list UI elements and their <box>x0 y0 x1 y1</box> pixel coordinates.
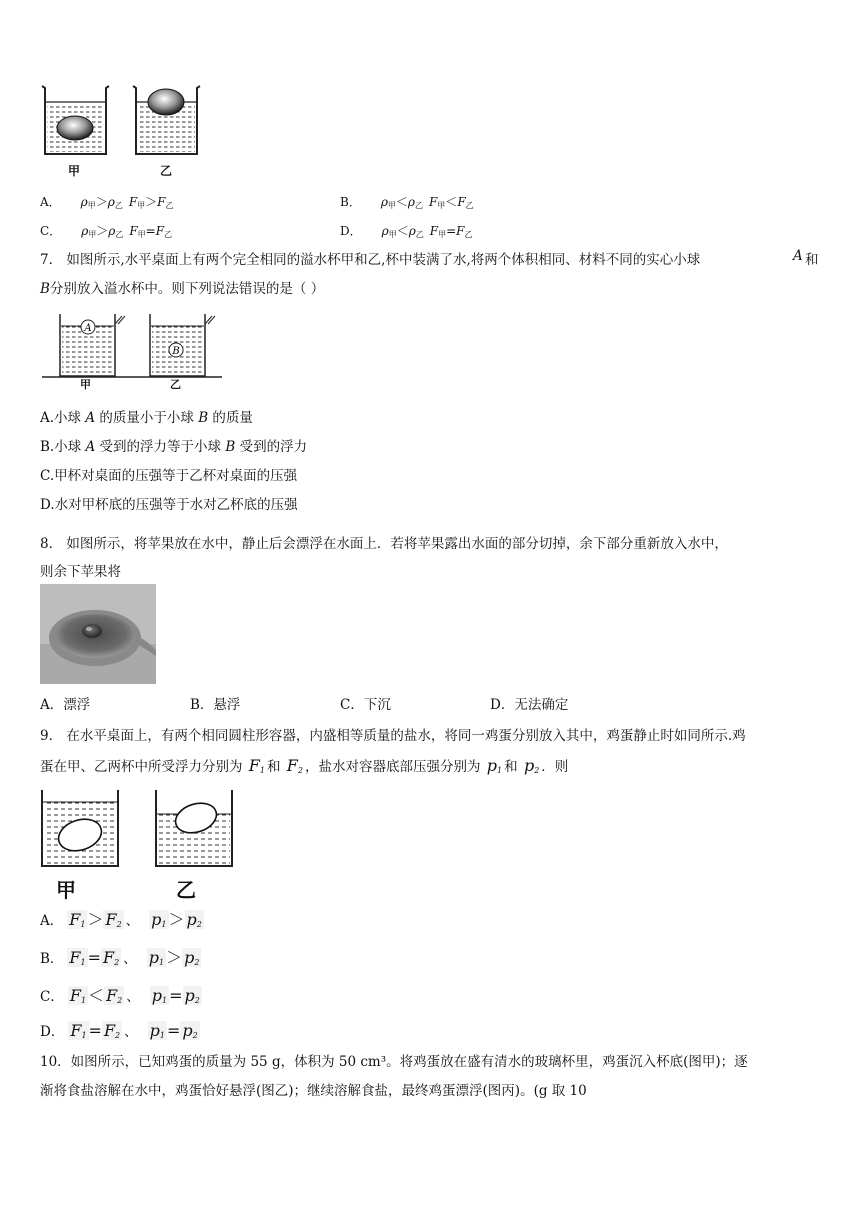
q6-opt-rho2: ρ <box>407 195 415 209</box>
q6-opt-key: D． <box>340 224 362 238</box>
q7-option-d[interactable] <box>40 493 298 513</box>
q9-label-jia: 甲 <box>56 878 76 902</box>
q7-figure <box>42 310 227 388</box>
q7-label-yi: 乙 <box>170 378 181 391</box>
q9-label-yi: 乙 <box>176 878 196 902</box>
q6-label-jia: 甲 <box>68 164 81 178</box>
q7-label-jia: 甲 <box>80 378 91 391</box>
q6-opt-rel2: ＜ <box>445 195 458 209</box>
q7-opt-var2: B <box>225 439 236 455</box>
beaker-yi <box>133 86 200 154</box>
q9-opt-rel1: ＞ <box>87 910 104 929</box>
q9-opt-F: $F_1$ <box>69 948 86 967</box>
q6-opt-s2: 乙 <box>114 201 123 210</box>
q9-option-d[interactable] <box>40 1020 200 1040</box>
q8-apple-photo <box>40 584 156 684</box>
q7-opt-pre: D.水对甲杯底的压强等于水对乙杯底的压强 <box>40 497 298 513</box>
q9-line2-mid1: 和 <box>267 759 281 775</box>
q9-opt-F: $F_1$ <box>69 986 87 1005</box>
q6-opt-s1: 甲 <box>87 201 96 210</box>
q6-opt-rel1: ＞ <box>96 224 109 238</box>
q9-option-a[interactable] <box>40 907 204 930</box>
q9-opt-F2: $F_2$ <box>105 910 122 929</box>
overflow-cup-jia <box>60 314 125 376</box>
q7-ball-a: A <box>84 323 92 334</box>
q6-opt-s2: 乙 <box>115 230 124 239</box>
q9-opt-sep: 、 <box>125 913 140 929</box>
q8-option-c[interactable]: C．下沉 <box>340 697 391 713</box>
q7-line1: 7． 如图所示,水平桌面上有两个完全相同的溢水杯甲和乙,杯中装满了水,将两个体积相同、材料不同的实心小球 <box>40 252 701 268</box>
q7-opt-var1: A <box>85 410 96 426</box>
q9-p2: $p_2$ <box>523 756 540 775</box>
q9-line2 <box>40 755 568 775</box>
q9-opt-rel2: ＞ <box>166 948 183 967</box>
overflow-cup-yi <box>150 314 215 376</box>
q6-opt-s1: 甲 <box>88 230 97 239</box>
q7-option-c[interactable] <box>40 464 297 484</box>
q6-opt-F1: F <box>428 195 438 209</box>
q7-option-a[interactable] <box>40 406 253 426</box>
q7-option-b[interactable] <box>40 435 307 455</box>
q6-option-d[interactable] <box>340 222 472 240</box>
q7-opt-pre: B.小球 <box>40 439 86 455</box>
q10-line2: 渐将食盐溶解在水中，鸡蛋恰好悬浮(图乙)；继续溶解食盐，最终鸡蛋漂浮(图丙)。(g 取 10 <box>40 1083 587 1099</box>
q6-opt-rel1: ＜ <box>396 224 409 238</box>
q7-and: 和 <box>805 252 819 268</box>
q9-F1: $F_1$ <box>248 756 265 775</box>
q6-opt-fs1: 甲 <box>437 201 446 210</box>
q8-option-b[interactable]: B．悬浮 <box>190 697 241 713</box>
q9-opt-rel1: = <box>87 948 102 967</box>
q9-opt-key: C． <box>40 989 64 1005</box>
q6-opt-s1: 甲 <box>387 201 396 210</box>
q6-option-a[interactable] <box>40 193 173 211</box>
q9-line2-pre: 蛋在甲、乙两杯中所受浮力分别为 <box>40 759 243 775</box>
q7-opt-pre: A.小球 <box>40 410 86 426</box>
q6-opt-key: A． <box>40 195 61 209</box>
beaker-jia <box>42 86 109 154</box>
q6-opt-s2: 乙 <box>415 230 424 239</box>
q9-opt-rel2: = <box>166 1021 181 1040</box>
q7-line2-text: 分别放入溢水杯中。则下列说法错误的是（ ） <box>49 281 325 297</box>
q6-opt-fs2: 乙 <box>164 230 173 239</box>
q6-figure <box>38 80 218 185</box>
q9-opt-key: A． <box>40 913 64 929</box>
q6-opt-rho1: ρ <box>80 195 88 209</box>
q6-opt-fs1: 甲 <box>438 230 447 239</box>
q7-opt-mid: 受到的浮力等于小球 <box>95 439 226 455</box>
q10-line1: 10．如图所示，已知鸡蛋的质量为 55 g，体积为 50 cm³。将鸡蛋放在盛有清水的玻璃杯里，鸡蛋沉入杯底(图甲)；逐 <box>40 1054 748 1070</box>
q7-ball-b: B <box>172 346 180 357</box>
q9-opt-sep: 、 <box>123 951 137 967</box>
q6-opt-rel1: ＞ <box>95 195 108 209</box>
q6-opt-rel2: ＞ <box>145 195 158 209</box>
q7-ball-a-var: A <box>793 248 803 264</box>
q6-opt-rho2: ρ <box>108 224 116 238</box>
q9-opt-rel2: = <box>169 986 183 1005</box>
q6-opt-fs1: 甲 <box>137 201 146 210</box>
q9-opt-p: $p_1$ <box>151 910 167 929</box>
container-yi <box>156 790 232 866</box>
q9-opt-F2: $F_2$ <box>106 986 123 1005</box>
q9-line2-mid3: 和 <box>504 759 518 775</box>
q9-option-c[interactable] <box>40 983 202 1006</box>
q6-opt-F1: F <box>429 224 439 238</box>
q6-opt-rho2: ρ <box>408 224 416 238</box>
q7-opt-post: 受到的浮力 <box>235 439 308 455</box>
q9-opt-F: $F_1$ <box>69 910 86 929</box>
q6-opt-key: C． <box>40 224 62 238</box>
q6-opt-s1: 甲 <box>388 230 397 239</box>
q9-opt-p2: $p_2$ <box>184 948 200 967</box>
q6-opt-rho1: ρ <box>381 224 389 238</box>
q7-opt-var1: A <box>85 439 96 455</box>
q6-opt-F1: F <box>128 195 138 209</box>
q7-opt-var2: B <box>198 410 209 426</box>
q6-opt-key: B． <box>340 195 361 209</box>
q9-opt-p: $p_1$ <box>149 1021 165 1040</box>
q9-F2: $F_2$ <box>286 756 303 775</box>
q9-opt-rel1: ＜ <box>88 986 105 1005</box>
q9-line2-post: ．则 <box>541 759 569 775</box>
q9-opt-p: $p_1$ <box>148 948 165 967</box>
q6-opt-F2: F <box>457 195 466 209</box>
q8-option-d[interactable]: D．无法确定 <box>490 697 569 713</box>
q9-line2-mid2: ，盐水对容器底部压强分别为 <box>305 759 481 775</box>
q9-opt-p2: $p_2$ <box>184 986 200 1005</box>
q6-opt-F2: F <box>456 224 465 238</box>
q6-opt-s2: 乙 <box>414 201 423 210</box>
q6-label-yi: 乙 <box>160 164 173 178</box>
q9-opt-key: B． <box>40 951 64 967</box>
q6-opt-F1: F <box>129 224 138 238</box>
q9-opt-sep: 、 <box>124 1024 138 1040</box>
q8-option-a[interactable]: A．漂浮 <box>40 697 91 713</box>
q6-opt-F2: F <box>157 195 166 209</box>
q6-opt-rel1: ＜ <box>395 195 408 209</box>
q6-opt-rel2: = <box>145 224 156 238</box>
q6-opt-fs2: 乙 <box>165 201 174 210</box>
q7-ball-b-var: B <box>40 281 50 297</box>
q6-opt-fs1: 甲 <box>137 230 146 239</box>
q9-p1: $p_1$ <box>486 756 503 775</box>
q6-opt-rho1: ρ <box>81 224 89 238</box>
q6-opt-rho1: ρ <box>380 195 388 209</box>
q9-opt-p2: $p_2$ <box>182 1021 198 1040</box>
q8-line1: 8． 如图所示，将苹果放在水中，静止后会漂浮在水面上．若将苹果露出水面的部分切掉，余下部分重新放入水中， <box>40 536 728 552</box>
q6-option-b[interactable] <box>340 193 474 211</box>
container-jia <box>42 790 118 866</box>
q7-opt-pre: C.甲杯对桌面的压强等于乙杯对桌面的压强 <box>40 468 298 484</box>
q9-opt-F2: $F_2$ <box>103 948 120 967</box>
q9-opt-p: $p_1$ <box>151 986 168 1005</box>
q9-option-b[interactable] <box>40 945 201 968</box>
q7-opt-post: 的质量 <box>208 410 253 426</box>
q9-opt-rel2: ＞ <box>168 910 185 929</box>
q6-opt-fs2: 乙 <box>465 201 474 210</box>
q9-opt-sep: 、 <box>126 989 140 1005</box>
q9-opt-key: D． <box>40 1024 65 1040</box>
q8-line2: 则余下苹果将 <box>40 564 121 580</box>
q6-option-c[interactable] <box>40 222 172 240</box>
q6-opt-fs2: 乙 <box>464 230 473 239</box>
q9-opt-rel1: = <box>88 1021 102 1040</box>
q6-opt-rel2: = <box>446 224 457 238</box>
q6-opt-F2: F <box>155 224 165 238</box>
q6-opt-rho2: ρ <box>107 195 115 209</box>
q9-opt-F2: $F_2$ <box>103 1021 121 1040</box>
q9-line1: 9． 在水平桌面上，有两个相同圆柱形容器，内盛相等质量的盐水，将同一鸡蛋分别放入其中，鸡蛋静止时如同所示.鸡 <box>40 728 746 744</box>
q9-opt-F: $F_1$ <box>70 1021 87 1040</box>
q9-opt-p2: $p_2$ <box>186 910 202 929</box>
q7-opt-mid: 的质量小于小球 <box>95 410 199 426</box>
q7-line2 <box>40 277 324 297</box>
